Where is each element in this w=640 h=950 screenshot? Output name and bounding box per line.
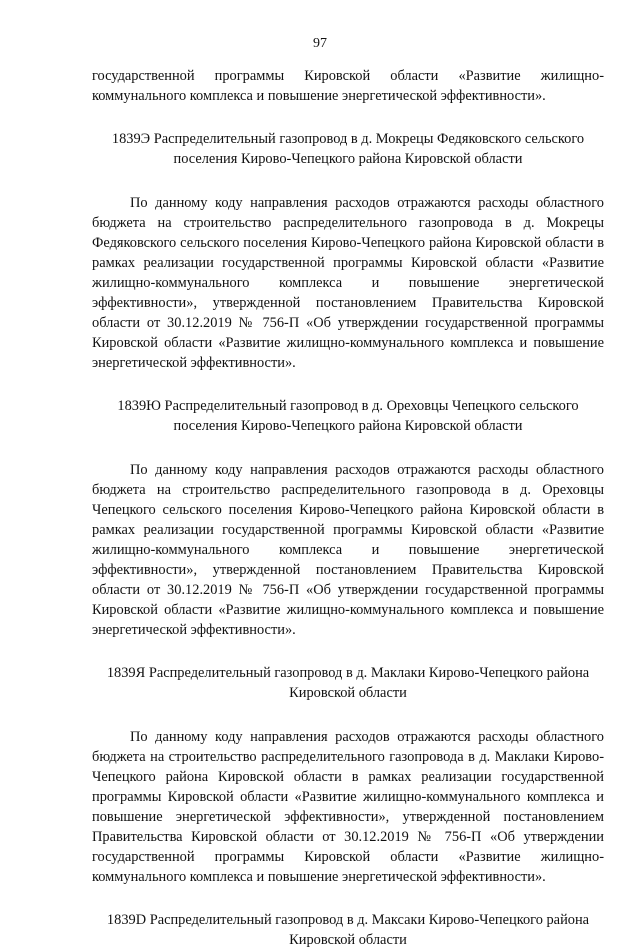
section-body-1839e: По данному коду направления расходов отражаются расходы областного бюджета на строительство распределительного газопровода в д. Мокрецы Федяковского сельского поселения Кирово-Чепецкого района Кировской области в рамках реализации государственной программы Кировской области «Развитие жилищно-коммунального комплекса и повышение энергетической эффективности», утвержденной постановлением Правительства Кировской области от 30.12.2019 № 756-П «Об утверждении государственной программы Кировской области «Развитие жилищно-коммунального комплекса и повышение энергетической эффективности». <box>92 195 604 371</box>
section-heading-1839e: 1839Э Распределительный газопровод в д. Мокрецы Федяковского сельского поселения Кирово-Чепецкого района Кировской области <box>111 131 585 167</box>
section-heading-1839yu: 1839Ю Распределительный газопровод в д. Ореховцы Чепецкого сельского поселения Кирово-Чепецкого района Кировской области <box>117 398 579 434</box>
intro-paragraph: государственной программы Кировской области «Развитие жилищно-коммунального комплекса и повышение энергетической эффективности». <box>92 68 604 104</box>
document-body <box>92 66 604 950</box>
page-number: 97 <box>313 36 327 51</box>
section-heading-1839d: 1839D Распределительный газопровод в д. Максаки Кирово-Чепецкого района Кировской области <box>106 912 590 948</box>
section-heading-1839ya: 1839Я Распределительный газопровод в д. Маклаки Кирово-Чепецкого района Кировской области <box>106 665 590 701</box>
section-body-1839ya: По данному коду направления расходов отражаются расходы областного бюджета на строительство распределительного газопровода в д. Маклаки Кирово-Чепецкого района Кировской области в рамках реализации государственной программы Кировской области «Развитие жилищно-коммунального комплекса и повышение энергетической эффективности», утвержденной постановлением Правительства Кировской области от 30.12.2019 № 756-П «Об утверждении государственной программы Кировской области «Развитие жилищно-коммунального комплекса и повышение энергетической эффективности». <box>92 729 604 885</box>
section-body-1839yu: По данному коду направления расходов отражаются расходы областного бюджета на строительство распределительного газопровода в д. Ореховцы Чепецкого сельского поселения Кирово-Чепецкого района Кировской области в рамках реализации государственной программы Кировской области «Развитие жилищно-коммунального комплекса и повышение энергетической эффективности», утвержденной постановлением Правительства Кировской области от 30.12.2019 № 756-П «Об утверждении государственной программы Кировской области «Развитие жилищно-коммунального комплекса и повышение энергетической эффективности». <box>92 462 604 638</box>
